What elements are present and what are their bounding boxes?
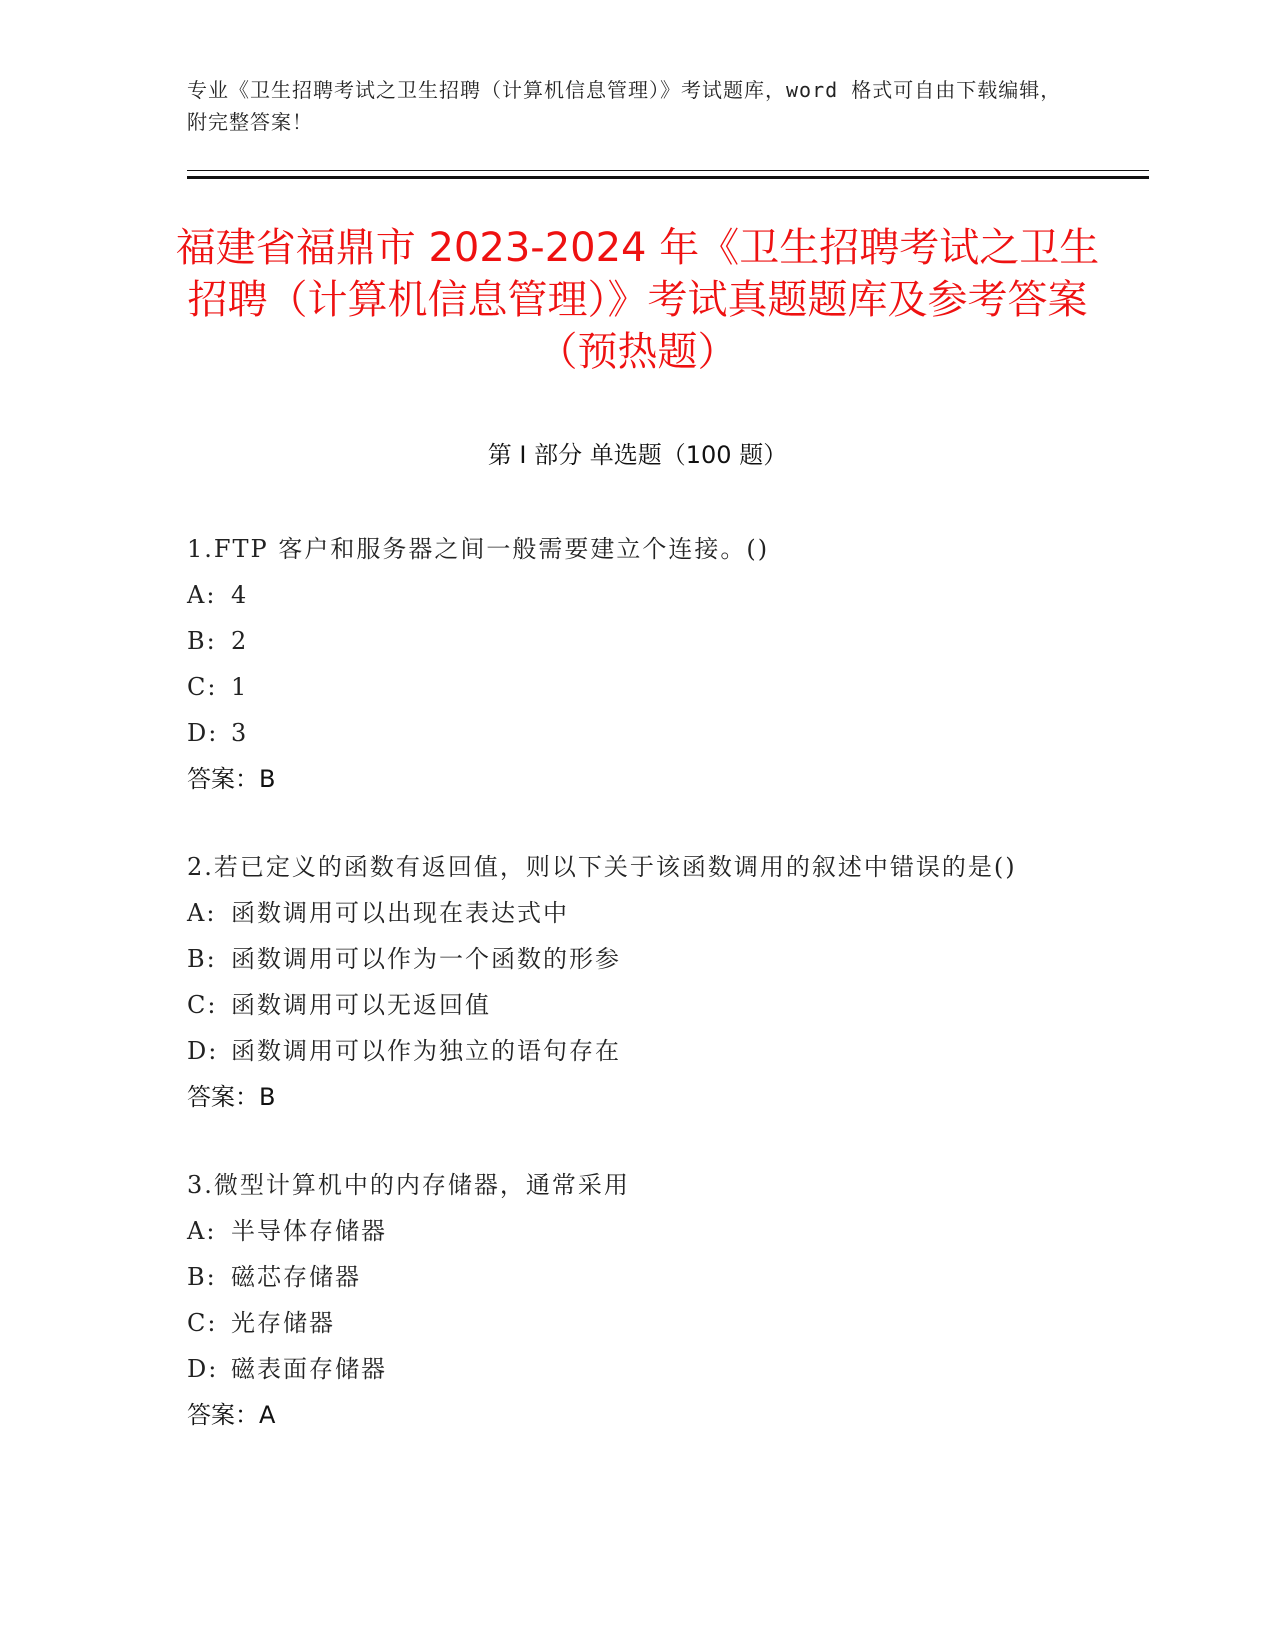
- option-c: [187, 664, 1067, 710]
- section-title: 第 I 部分 单选题（100 题）: [487, 441, 788, 469]
- question-3: [187, 1162, 1067, 1438]
- header-rule-thick: [187, 176, 1149, 179]
- option-text: 光存储器: [231, 1309, 335, 1337]
- option-letter: C:: [187, 991, 218, 1019]
- option-letter: B:: [187, 627, 217, 655]
- option-text: 磁芯存储器: [231, 1263, 361, 1291]
- option-letter: D:: [187, 1037, 219, 1065]
- option-letter: D:: [187, 719, 219, 747]
- question-stem: 3.微型计算机中的内存储器，通常采用: [187, 1171, 630, 1199]
- option-text: 4: [231, 581, 249, 609]
- document-title: 福建省福鼎市 2023-2024 年《卫生招聘考试之卫生招聘（计算机信息管理）》考试真题题库及参考答案（预热题）: [175, 225, 1100, 375]
- option-text: 函数调用可以作为独立的语句存在: [231, 1037, 621, 1065]
- option-text: 3: [231, 719, 249, 747]
- answer-line: 答案：B: [187, 1083, 276, 1111]
- option-text: 2: [231, 627, 249, 655]
- answer-line: 答案：A: [187, 1401, 276, 1429]
- option-a: [187, 890, 1067, 936]
- question-2: [187, 844, 1067, 1120]
- answer-line: 答案：B: [187, 765, 276, 793]
- header-note: 专业《卫生招聘考试之卫生招聘（计算机信息管理）》考试题库，word 格式可自由下载编辑，附完整答案！: [187, 78, 1062, 134]
- option-d: [187, 1346, 1067, 1392]
- question-stem: 1.FTP 客户和服务器之间一般需要建立个连接。(): [187, 535, 770, 563]
- option-text: 函数调用可以无返回值: [231, 991, 491, 1019]
- option-letter: A:: [187, 581, 217, 609]
- option-text: 函数调用可以作为一个函数的形参: [231, 945, 621, 973]
- option-a: [187, 572, 1067, 618]
- option-letter: B:: [187, 1263, 217, 1291]
- option-text: 磁表面存储器: [231, 1355, 387, 1383]
- option-c: [187, 982, 1067, 1028]
- option-letter: A:: [187, 1217, 217, 1245]
- option-text: 半导体存储器: [231, 1217, 387, 1245]
- option-text: 函数调用可以出现在表达式中: [231, 899, 569, 927]
- header-rule-thin: [187, 170, 1149, 171]
- question-stem: 2.若已定义的函数有返回值，则以下关于该函数调用的叙述中错误的是(): [187, 853, 1017, 881]
- option-letter: A:: [187, 899, 217, 927]
- option-letter: C:: [187, 673, 218, 701]
- question-1: [187, 526, 1067, 802]
- option-text: 1: [231, 673, 249, 701]
- option-letter: D:: [187, 1355, 219, 1383]
- option-b: [187, 1254, 1067, 1300]
- option-b: [187, 618, 1067, 664]
- option-b: [187, 936, 1067, 982]
- option-d: [187, 1028, 1067, 1074]
- question-list: [187, 526, 1067, 1480]
- option-a: [187, 1208, 1067, 1254]
- option-letter: C:: [187, 1309, 218, 1337]
- option-letter: B:: [187, 945, 217, 973]
- option-c: [187, 1300, 1067, 1346]
- option-d: [187, 710, 1067, 756]
